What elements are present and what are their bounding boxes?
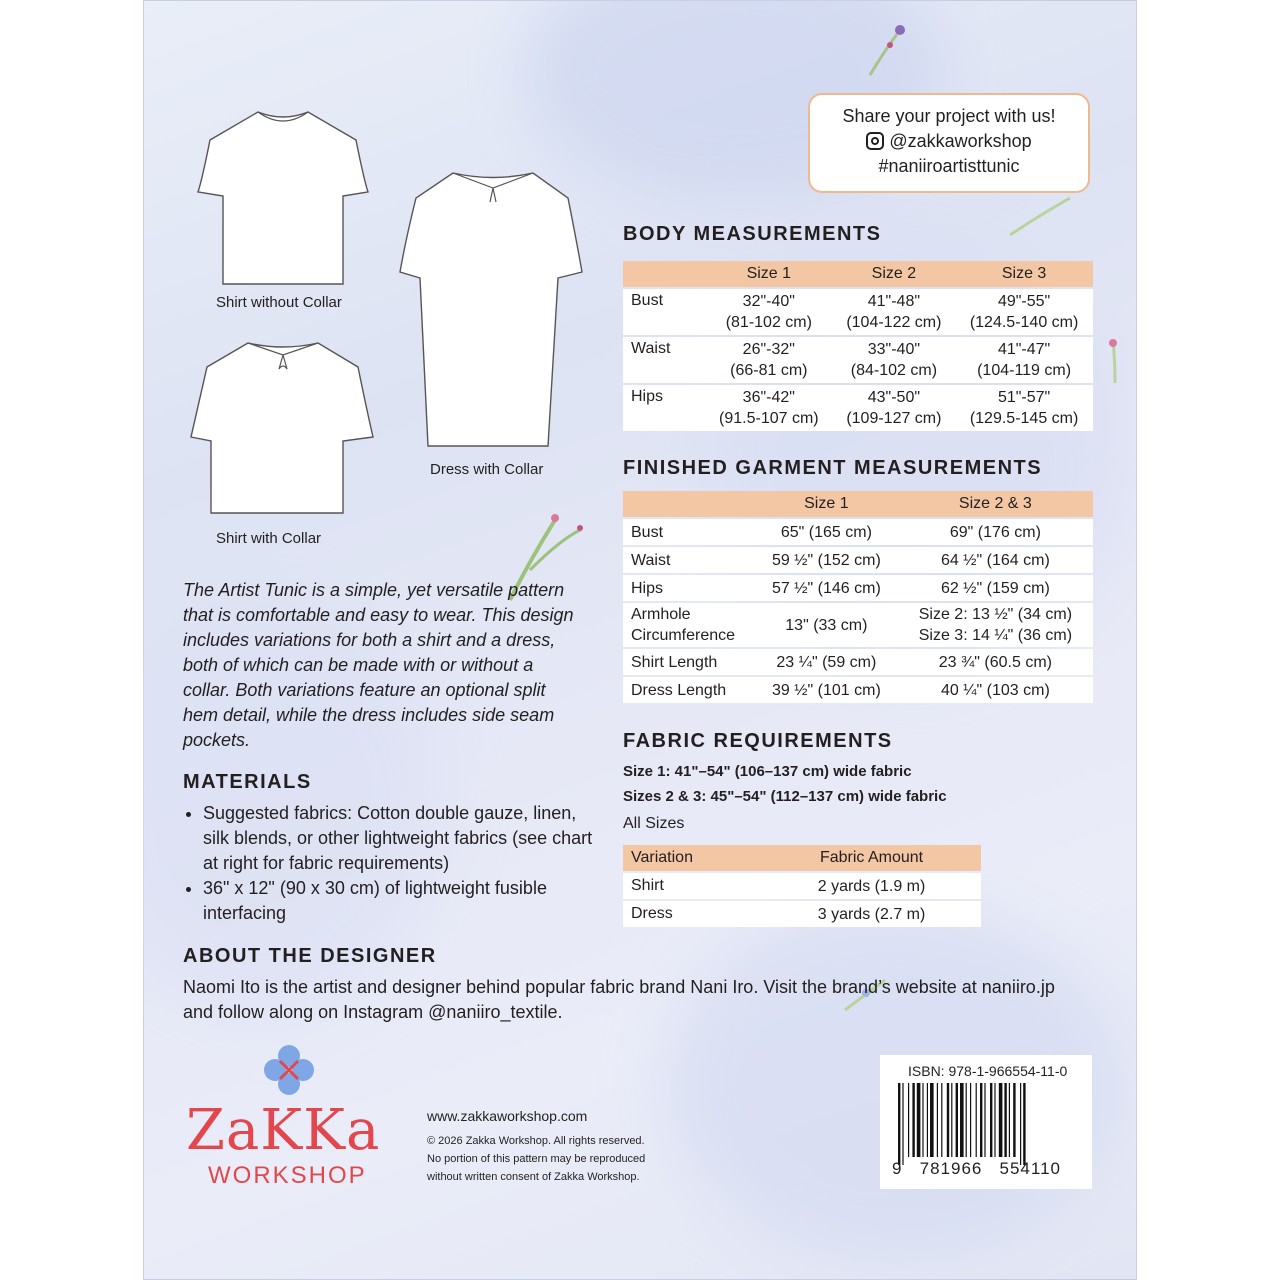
table-cell <box>755 677 898 703</box>
table-cell <box>755 649 898 675</box>
instagram-handle[interactable]: @zakkaworkshop <box>889 131 1032 151</box>
notice-text: without written consent of Zakka Workshop. <box>427 1171 640 1183</box>
body-measurements-title: BODY MEASUREMENTS <box>623 223 882 245</box>
cell-line: 65" (165 cm) <box>780 523 872 541</box>
barcode-bar <box>994 1083 995 1157</box>
cell-line: 23 ¼" (59 cm) <box>776 653 877 671</box>
website-link[interactable]: www.zakkaworkshop.com <box>427 1108 588 1124</box>
column-header: Size 2 & 3 <box>898 491 1093 517</box>
cell-line: 41"-47" <box>997 341 1051 358</box>
barcode-bar <box>898 1083 900 1165</box>
materials-list <box>183 801 603 926</box>
cell-line: Armhole <box>631 606 691 623</box>
cell-line: 23 ¾" (60.5 cm) <box>938 653 1052 671</box>
table-cell: 3 yards (2.7 m) <box>762 901 981 927</box>
table-cell <box>755 519 898 545</box>
flower-sprig-icon <box>860 20 920 80</box>
share-handle-line <box>810 129 1088 154</box>
column-header: Fabric Amount <box>762 845 981 871</box>
fabric-width-size1: Size 1: 41"–54" (106–137 cm) wide fabric <box>623 763 912 780</box>
cell-line: Size 3: 14 ¼" (36 cm) <box>918 627 1073 644</box>
table-row <box>623 677 1093 703</box>
finished-measurements-table <box>623 489 1093 705</box>
caption-shirt-without-collar: Shirt without Collar <box>216 294 342 311</box>
table-cell <box>955 337 1093 383</box>
cell-line: 57 ½" (146 cm) <box>771 579 881 597</box>
table-row <box>623 649 1093 675</box>
row-label <box>623 575 755 601</box>
barcode-bars <box>898 1083 1078 1165</box>
share-project-box <box>808 93 1090 193</box>
fabric-amount-table <box>623 843 981 929</box>
barcode-bar <box>1004 1083 1006 1157</box>
cell-line: Size 2: 13 ½" (34 cm) <box>918 606 1073 623</box>
flower-logo-icon <box>262 1043 316 1097</box>
instagram-icon <box>866 132 884 150</box>
barcode-bar <box>980 1083 982 1157</box>
caption-dress-with-collar: Dress with Collar <box>430 461 544 478</box>
table-header-row <box>623 491 1093 517</box>
row-label <box>623 603 755 647</box>
row-label: Bust <box>623 289 705 335</box>
table-cell <box>755 603 898 647</box>
notice-text: No portion of this pattern may be reproduced <box>427 1153 646 1165</box>
table-row <box>623 603 1093 647</box>
table-cell <box>898 519 1093 545</box>
table-cell <box>705 385 833 431</box>
all-sizes-label: All Sizes <box>623 815 685 832</box>
barcode-bar <box>902 1083 903 1165</box>
table-cell <box>898 649 1093 675</box>
cell-line: (84-102 cm) <box>850 362 938 379</box>
barcode-bar <box>922 1083 923 1157</box>
barcode-bar <box>1009 1083 1010 1157</box>
barcode-digits: 9 781966 554110 <box>892 1159 1061 1178</box>
table-cell <box>955 289 1093 335</box>
row-label <box>623 677 755 703</box>
copyright-text: © 2026 Zakka Workshop. All rights reserved. <box>427 1135 645 1147</box>
row-label <box>623 547 755 573</box>
cell-line: 32"-40" <box>742 293 795 310</box>
cell-line: (129.5-145 cm) <box>969 410 1079 427</box>
designer-text: Naomi Ito is the artist and designer behind popular fabric brand Nani Iro. Visit the brand’s website at naniiro.jp and follow along on Instagram @naniiro_textile. <box>183 977 1055 1022</box>
cell-line: 51"-57" <box>997 389 1051 406</box>
body-measurements-table <box>623 259 1093 433</box>
column-header: Size 1 <box>755 491 898 517</box>
table-row <box>623 575 1093 601</box>
table-cell <box>898 547 1093 573</box>
cell-line: 26"-32" <box>742 341 795 358</box>
barcode-bar <box>908 1083 909 1157</box>
flower-sprig-icon <box>1095 335 1135 385</box>
cell-line: (81-102 cm) <box>725 314 812 331</box>
table-row <box>623 873 981 899</box>
materials-title: MATERIALS <box>183 771 312 793</box>
table-row <box>623 337 1093 383</box>
table-cell <box>755 575 898 601</box>
column-header: Size 2 <box>833 261 956 287</box>
column-header: Size 3 <box>955 261 1093 287</box>
barcode-bar <box>927 1083 928 1157</box>
cell-line: (124.5-140 cm) <box>969 314 1079 331</box>
cell-line: 13" (33 cm) <box>785 616 868 634</box>
cell-line: 62 ½" (159 cm) <box>940 579 1050 597</box>
project-hashtag: #naniiroartisttunic <box>878 156 1020 176</box>
barcode-bar <box>1023 1083 1025 1165</box>
finished-measurements-title: FINISHED GARMENT MEASUREMENTS <box>623 457 1043 479</box>
table-row <box>623 901 981 927</box>
cell-line: Waist <box>631 551 671 569</box>
table-cell <box>705 289 833 335</box>
cell-line: 49"-55" <box>997 293 1051 310</box>
row-label <box>623 649 755 675</box>
shirt-without-collar-drawing <box>188 100 378 290</box>
fabric-requirements-title: FABRIC REQUIREMENTS <box>623 730 893 752</box>
barcode-bar <box>947 1083 949 1157</box>
materials-item: • 36" x 12" (90 x 30 cm) of lightweight fusible interfacing <box>203 876 603 926</box>
table-header-row <box>623 845 981 871</box>
cell-line: (109-127 cm) <box>846 410 942 427</box>
cell-line: (104-119 cm) <box>977 362 1072 379</box>
cell-line: 41"-48" <box>867 293 921 310</box>
cell-line: (66-81 cm) <box>730 362 808 379</box>
table-cell <box>898 603 1093 647</box>
barcode-bar <box>1013 1083 1015 1157</box>
materials-item: • Suggested fabrics: Cotton double gauze, linen, silk blends, or other lightweight fabrics (see chart at right for fabric requirements) <box>203 801 603 876</box>
table-header-row <box>623 261 1093 287</box>
barcode-bar <box>966 1083 967 1157</box>
barcode-bar <box>984 1083 985 1157</box>
row-label: Hips <box>623 385 705 431</box>
cell-line: 69" (176 cm) <box>949 523 1041 541</box>
barcode-bar <box>951 1083 952 1157</box>
row-label: Dress <box>623 901 762 927</box>
table-cell <box>833 289 956 335</box>
shirt-with-collar-drawing <box>183 333 383 523</box>
barcode-bar <box>930 1083 934 1157</box>
cell-line: 40 ¼" (103 cm) <box>940 681 1050 699</box>
barcode-bar <box>999 1083 1003 1157</box>
barcode-bar <box>956 1083 958 1157</box>
table-cell <box>955 385 1093 431</box>
cell-line: 64 ½" (164 cm) <box>940 551 1050 569</box>
table-row <box>623 289 1093 335</box>
barcode-bar <box>937 1083 938 1157</box>
cell-line: 36"-42" <box>742 389 795 406</box>
barcode-bar <box>960 1083 964 1157</box>
flower-sprig-icon <box>1005 190 1075 240</box>
table-row <box>623 385 1093 431</box>
cell-line: 33"-40" <box>867 341 921 358</box>
table-cell <box>755 547 898 573</box>
cell-line: 59 ½" (152 cm) <box>771 551 881 569</box>
isbn-barcode <box>880 1055 1092 1189</box>
cell-line: (104-122 cm) <box>846 314 942 331</box>
cell-line: Shirt Length <box>631 653 718 671</box>
barcode-bar <box>917 1083 921 1157</box>
barcode-bar <box>1020 1083 1021 1165</box>
table-cell <box>833 337 956 383</box>
column-header: Size 1 <box>705 261 833 287</box>
cell-line: Bust <box>631 523 664 541</box>
table-cell <box>898 575 1093 601</box>
row-label: Waist <box>623 337 705 383</box>
barcode-bar <box>970 1083 971 1157</box>
row-label <box>623 519 755 545</box>
table-row <box>623 519 1093 545</box>
table-row <box>623 547 1093 573</box>
cell-line: Circumference <box>631 627 736 644</box>
barcode-bar <box>941 1083 942 1157</box>
barcode-bar <box>912 1083 914 1157</box>
barcode-bar <box>976 1083 977 1157</box>
dress-with-collar-drawing <box>398 168 588 458</box>
row-label: Shirt <box>623 873 762 899</box>
cell-line: Hips <box>631 579 664 597</box>
column-header: Variation <box>623 845 762 871</box>
share-heading: Share your project with us! <box>842 106 1056 126</box>
cell-line: (91.5-107 cm) <box>719 410 819 427</box>
caption-shirt-with-collar: Shirt with Collar <box>216 530 322 547</box>
isbn-number: ISBN: 978-1-966554-11-0 <box>908 1063 1068 1079</box>
cell-line: Dress Length <box>631 681 727 699</box>
table-cell <box>898 677 1093 703</box>
table-cell: 2 yards (1.9 m) <box>762 873 981 899</box>
table-cell <box>705 337 833 383</box>
zakka-logo-text: ZaKKa <box>186 1098 381 1163</box>
cell-line: 39 ½" (101 cm) <box>771 681 881 699</box>
table-cell <box>833 385 956 431</box>
cell-line: 43"-50" <box>867 389 921 406</box>
fabric-width-size23: Sizes 2 & 3: 45"–54" (112–137 cm) wide fabric <box>623 788 947 805</box>
pattern-description: The Artist Tunic is a simple, yet versatile pattern that is comfortable and easy to wear. This design includes variations for both a shirt and a dress, both of which can be made with or without a collar. Both variations feature an optional split hem detail, while the dress includes side seam pockets. <box>183 580 574 750</box>
workshop-logo-text: WORKSHOP <box>208 1162 367 1189</box>
designer-title: ABOUT THE DESIGNER <box>183 945 437 967</box>
barcode-bar <box>990 1083 992 1157</box>
